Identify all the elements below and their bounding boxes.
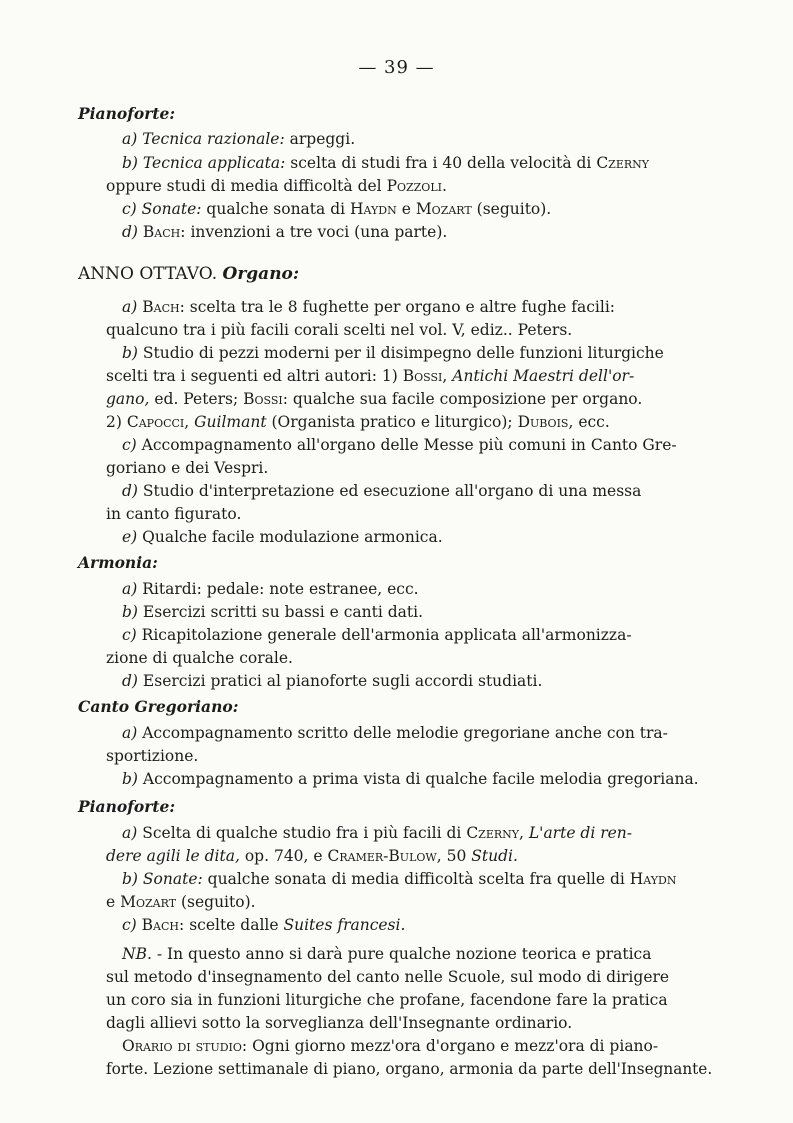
list-item: e) Qualche facile modulazione armonica.: [122, 528, 443, 546]
list-item-continuation: in canto figurato.: [106, 505, 242, 523]
list-item: a) Accompagnamento scritto delle melodie gregoriane anche con tra-: [122, 724, 668, 742]
nb-paragraph-line: dagli allievi sotto la sorveglianza dell'Insegnante ordinario.: [106, 1014, 573, 1032]
list-item: a) Tecnica razionale: arpeggi.: [122, 130, 356, 148]
orario-paragraph-line: forte. Lezione settimanale di piano, organo, armonia da parte dell'Insegnante.: [106, 1060, 713, 1078]
nb-paragraph-line: NB. - In questo anno si darà pure qualche nozione teorica e pratica: [122, 945, 652, 963]
list-item-continuation: sportizione.: [106, 747, 199, 765]
list-item: c) Bach: scelte dalle Suites francesi.: [122, 916, 406, 934]
list-item: c) Sonate: qualche sonata di Haydn e Mozart (seguito).: [122, 200, 552, 218]
list-item-continuation: goriano e dei Vespri.: [106, 459, 269, 477]
list-item-continuation: qualcuno tra i più facili corali scelti nel vol. V, ediz.. Peters.: [106, 321, 573, 339]
nb-paragraph-line: un coro sia in funzioni liturgiche che profane, facendone fare la pratica: [106, 991, 668, 1009]
list-item-continuation: scelti tra i seguenti ed altri autori: 1) Bossi, Antichi Maestri dell'or-: [106, 367, 635, 385]
year-heading: ANNO OTTAVO. Organo:: [78, 264, 300, 284]
section-heading-canto-gregoriano: Canto Gregoriano:: [78, 697, 239, 716]
orario-paragraph-line: Orario di studio: Ogni giorno mezz'ora d'organo e mezz'ora di piano-: [122, 1037, 659, 1055]
section-heading-armonia: Armonia:: [78, 553, 158, 572]
list-item: d) Bach: invenzioni a tre voci (una parte).: [122, 223, 448, 241]
list-item-continuation: e Mozart (seguito).: [106, 893, 256, 911]
list-item: a) Bach: scelta tra le 8 fughette per organo e altre fughe facili:: [122, 298, 616, 316]
list-item-continuation: dere agili le dita, op. 740, e Cramer-Bulow, 50 Studi.: [106, 847, 518, 865]
list-item: b) Esercizi scritti su bassi e canti dati.: [122, 603, 424, 621]
list-item: b) Studio di pezzi moderni per il disimpegno delle funzioni liturgiche: [122, 344, 664, 362]
list-item: b) Accompagnamento a prima vista di qualche facile melodia gregoriana.: [122, 770, 699, 788]
section-heading-pianoforte: Pianoforte:: [78, 797, 176, 816]
list-item: b) Tecnica applicata: scelta di studi fra i 40 della velocità di Czerny: [122, 154, 650, 172]
list-item: a) Ritardi: pedale: note estranee, ecc.: [122, 580, 419, 598]
list-item-continuation: gano, ed. Peters; Bossi: qualche sua facile composizione per organo.: [106, 390, 643, 408]
list-item: a) Scelta di qualche studio fra i più facili di Czerny, L'arte di ren-: [122, 824, 633, 842]
list-item-continuation: oppure studi di media difficoltà del Pozzoli.: [106, 177, 447, 195]
page-number: — 39 —: [358, 57, 435, 78]
section-heading-pianoforte: Pianoforte:: [78, 104, 176, 123]
list-item: c) Ricapitolazione generale dell'armonia applicata all'armonizza-: [122, 626, 632, 644]
list-item-continuation: zione di qualche corale.: [106, 649, 293, 667]
list-item: b) Sonate: qualche sonata di media difficoltà scelta fra quelle di Haydn: [122, 870, 677, 888]
list-item: c) Accompagnamento all'organo delle Messe più comuni in Canto Gre-: [122, 436, 677, 454]
list-item: d) Esercizi pratici al pianoforte sugli accordi studiati.: [122, 672, 543, 690]
list-item: d) Studio d'interpretazione ed esecuzione all'organo di una messa: [122, 482, 642, 500]
nb-paragraph-line: sul metodo d'insegnamento del canto nelle Scuole, sul modo di dirigere: [106, 968, 670, 986]
list-item-continuation: 2) Capocci, Guilmant (Organista pratico e liturgico); Dubois, ecc.: [106, 413, 610, 431]
